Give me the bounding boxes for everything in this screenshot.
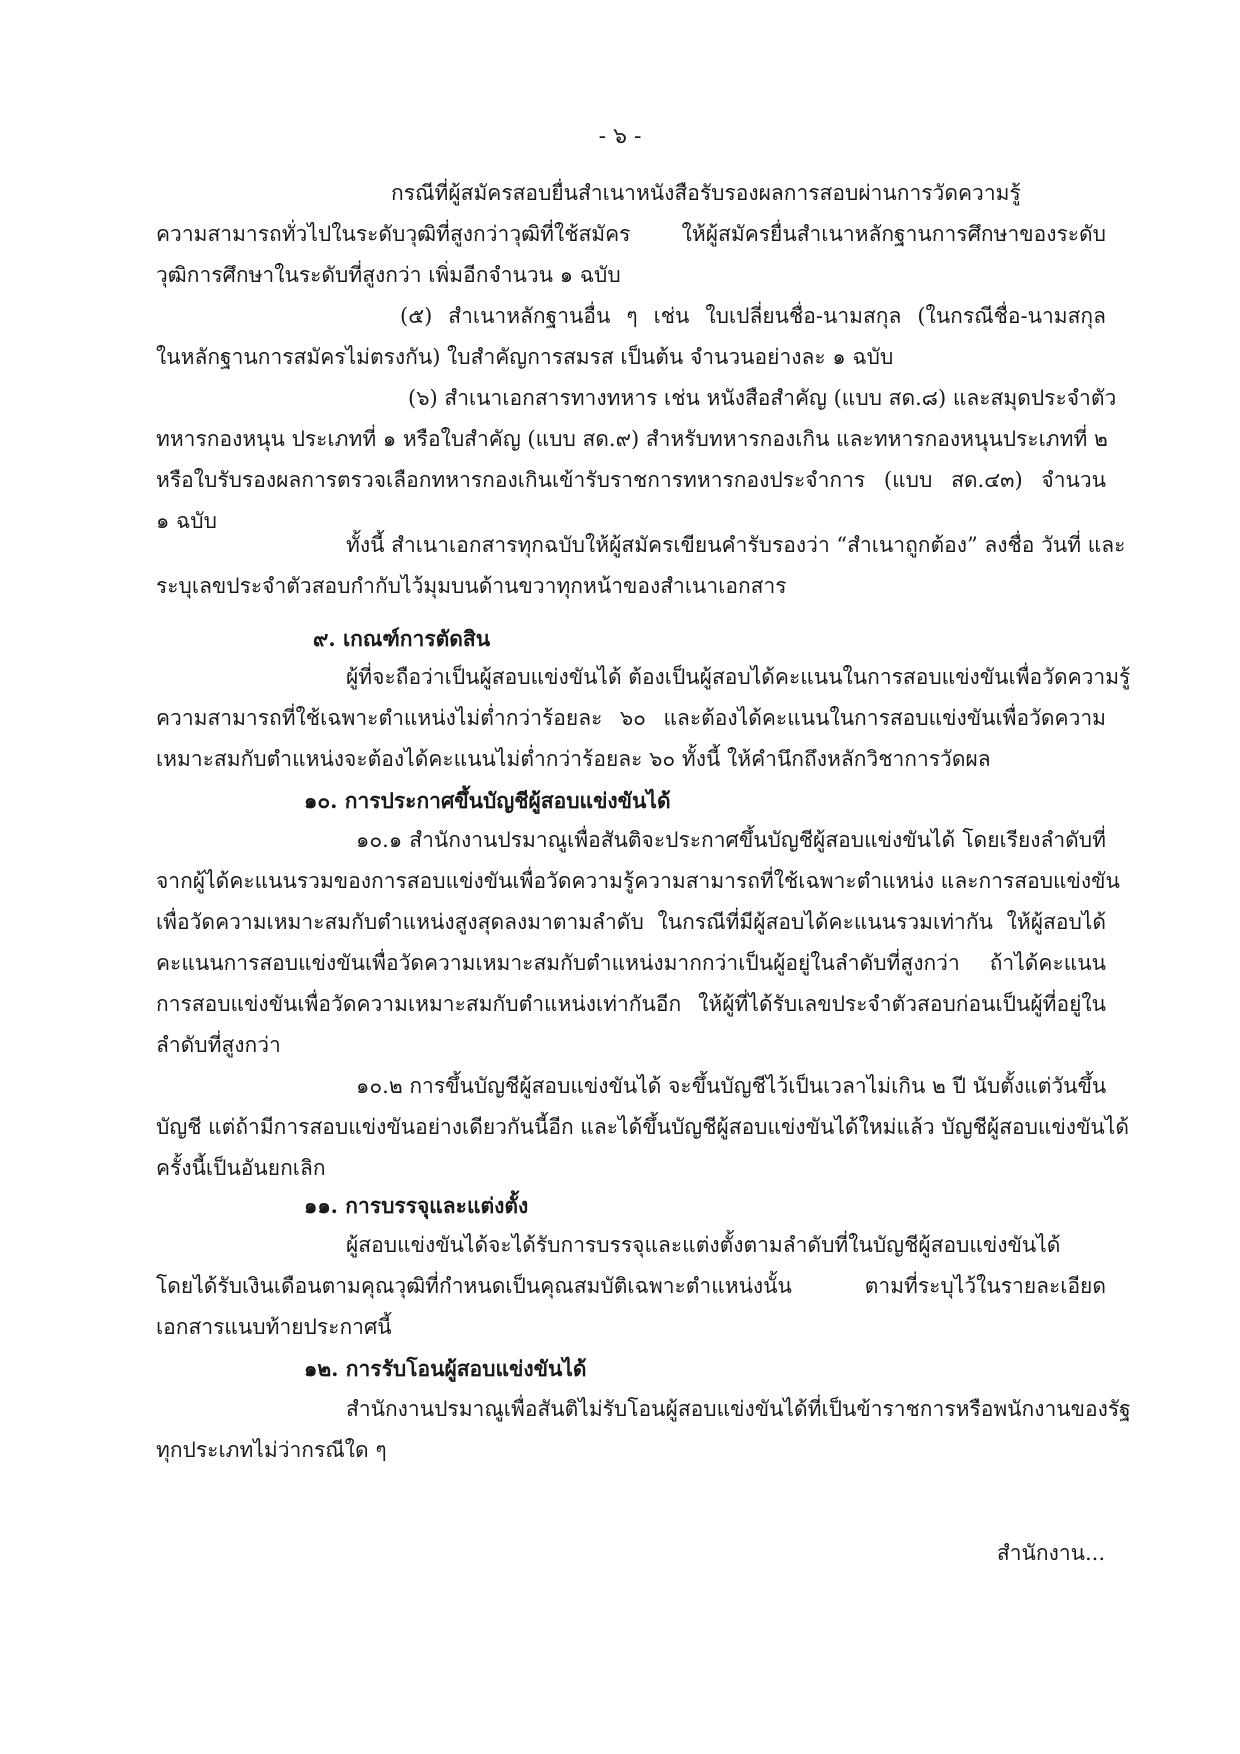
- paragraph-10-2: [156, 1066, 1129, 1189]
- text-line: ทุกประเภทไม่ว่ากรณีใด ๆ: [156, 1438, 387, 1462]
- page-number: - ๖ -: [598, 124, 642, 149]
- section-heading-10: ๑๐. การประกาศขึ้นบัญชีผู้สอบแข่งขันได้: [304, 788, 671, 813]
- paragraph-transfer: [156, 1389, 1131, 1471]
- paragraph-higher-qualification: [156, 173, 1106, 296]
- text-line: ลำดับที่สูงกว่า: [156, 1033, 281, 1057]
- paragraph-judgement-criteria: [156, 657, 1131, 780]
- text-line: (๕) สำเนาหลักฐานอื่น ๆ เช่น ใบเปลี่ยนชื่อ-นามสกุล (ในกรณีชื่อ-นามสกุล: [400, 304, 1106, 328]
- text-line: ผู้สอบแข่งขันได้จะได้รับการบรรจุและแต่งตั้งตามลำดับที่ในบัญชีผู้สอบแข่งขันได้: [346, 1233, 1061, 1257]
- footer-continuation: สำนักงาน...: [996, 1541, 1105, 1565]
- text-line: กรณีที่ผู้สมัครสอบยื่นสำเนาหนังสือรับรองผลการสอบผ่านการวัดความรู้: [391, 181, 1021, 205]
- text-line: ๑๐.๒ การขึ้นบัญชีผู้สอบแข่งขันได้ จะขึ้นบัญชีไว้เป็นเวลาไม่เกิน ๒ ปี นับตั้งแต่วันขึ้น: [356, 1074, 1107, 1098]
- text-line: ความสามารถทั่วไปในระดับวุฒิที่สูงกว่าวุฒิที่ใช้สมัคร ให้ผู้สมัครยื่นสำเนาหลักฐานการศึกษาของระดับ: [156, 222, 1106, 246]
- text-line: ทหารกองหนุน ประเภทที่ ๑ หรือใบสำคัญ (แบบ สด.๙) สำหรับทหารกองเกิน และทหารกองหนุนประเภทที่ ๒: [156, 427, 1108, 451]
- text-line: บัญชี แต่ถ้ามีการสอบแข่งขันอย่างเดียวกันนี้อีก และได้ขึ้นบัญชีผู้สอบแข่งขันได้ใหม่แล้ว บัญชีผู้สอบแข่งขันได้: [156, 1115, 1129, 1139]
- text-line: สำนักงานปรมาณูเพื่อสันติไม่รับโอนผู้สอบแข่งขันได้ที่เป็นข้าราชการหรือพนักงานของรัฐ: [346, 1397, 1131, 1421]
- text-line: เอกสารแนบท้ายประกาศนี้: [156, 1315, 392, 1339]
- text-line: ในหลักฐานการสมัครไม่ตรงกัน) ใบสำคัญการสมรส เป็นต้น จำนวนอย่างละ ๑ ฉบับ: [156, 345, 894, 369]
- text-line: ผู้ที่จะถือว่าเป็นผู้สอบแข่งขันได้ ต้องเป็นผู้สอบได้คะแนนในการสอบแข่งขันเพื่อวัดความรู้: [346, 665, 1131, 689]
- text-line: จากผู้ได้คะแนนรวมของการสอบแข่งขันเพื่อวัดความรู้ความสามารถที่ใช้เฉพาะตำแหน่ง และการสอบแข่งขัน: [156, 869, 1120, 893]
- text-line: หรือใบรับรองผลการตรวจเลือกทหารกองเกินเข้ารับราชการทหารกองประจำการ (แบบ สด.๔๓) จำนวน: [156, 468, 1106, 492]
- paragraph-item-5: [156, 296, 1106, 378]
- text-line: (๖) สำเนาเอกสารทางทหาร เช่น หนังสือสำคัญ (แบบ สด.๘) และสมุดประจำตัว: [408, 386, 1117, 410]
- text-line: การสอบแข่งขันเพื่อวัดความเหมาะสมกับตำแหน่งเท่ากันอีก ให้ผู้ที่ได้รับเลขประจำตัวสอบก่อนเป็นผู้ที่อยู่ใน: [156, 992, 1106, 1016]
- paragraph-10-1: [156, 820, 1120, 1066]
- text-line: โดยได้รับเงินเดือนตามคุณวุฒิที่กำหนดเป็นคุณสมบัติเฉพาะตำแหน่งนั้น ตามที่ระบุไว้ในรายละเอียด: [156, 1274, 1106, 1298]
- text-line: ทั้งนี้ สำเนาเอกสารทุกฉบับให้ผู้สมัครเขียนคำรับรองว่า “สำเนาถูกต้อง” ลงชื่อ วันที่ และ: [346, 533, 1126, 557]
- section-heading-12: ๑๒. การรับโอนผู้สอบแข่งขันได้: [304, 1356, 587, 1381]
- text-line: ๑ ฉบับ: [156, 509, 217, 533]
- section-heading-11: ๑๑. การบรรจุและแต่งตั้ง: [304, 1193, 529, 1218]
- text-line: คะแนนการสอบแข่งขันเพื่อวัดความเหมาะสมกับตำแหน่งมากกว่าเป็นผู้อยู่ในลำดับที่สูงกว่า ถ้าได้คะแนน: [156, 951, 1106, 975]
- text-line: วุฒิการศึกษาในระดับที่สูงกว่า เพิ่มอีกจำนวน ๑ ฉบับ: [156, 263, 621, 287]
- text-line: ๑๐.๑ สำนักงานปรมาณูเพื่อสันติจะประกาศขึ้นบัญชีผู้สอบแข่งขันได้ โดยเรียงลำดับที่: [356, 828, 1106, 852]
- paragraph-item-6: [156, 378, 1117, 542]
- text-line: เหมาะสมกับตำแหน่งจะต้องได้คะแนนไม่ต่ำกว่าร้อยละ ๖๐ ทั้งนี้ ให้คำนึกถึงหลักวิชาการวัดผล: [156, 747, 991, 771]
- text-line: ครั้งนี้เป็นอันยกเลิก: [156, 1156, 326, 1180]
- paragraph-appointment: [156, 1225, 1106, 1348]
- paragraph-certification: [156, 525, 1126, 607]
- text-line: ระบุเลขประจำตัวสอบกำกับไว้มุมบนด้านขวาทุกหน้าของสำเนาเอกสาร: [156, 574, 787, 598]
- section-heading-9: ๙. เกณฑ์การตัดสิน: [313, 626, 491, 651]
- text-line: ความสามารถที่ใช้เฉพาะตำแหน่งไม่ต่ำกว่าร้อยละ ๖๐ และต้องได้คะแนนในการสอบแข่งขันเพื่อวัดความ: [156, 706, 1106, 730]
- text-line: เพื่อวัดความเหมาะสมกับตำแหน่งสูงสุดลงมาตามลำดับ ในกรณีที่มีผู้สอบได้คะแนนรวมเท่ากัน ให้ผู้สอบได้: [156, 910, 1106, 934]
